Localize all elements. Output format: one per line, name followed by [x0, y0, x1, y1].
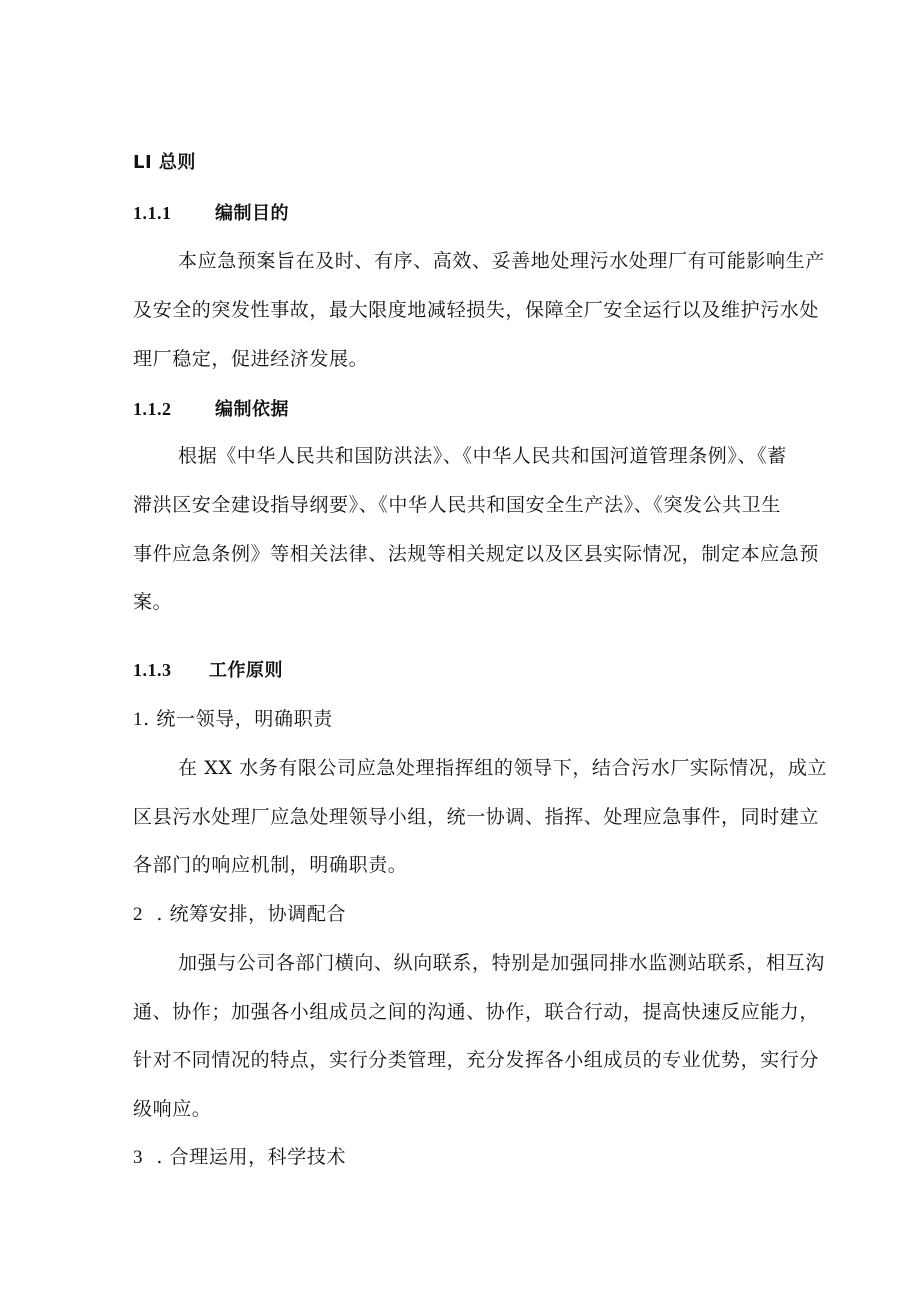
- paragraph-line: 事件应急条例》等相关法律、法规等相关规定以及区县实际情况，制定本应急预: [133, 543, 820, 565]
- list-item-title: . 合理运用，科学技术: [143, 1146, 347, 1168]
- list-item-title: . 统一领导，明确职责: [143, 708, 333, 730]
- list-item-heading: [133, 1144, 346, 1171]
- list-item-number: 3: [133, 1147, 144, 1168]
- section-title: LI 总则: [133, 152, 196, 173]
- list-item-heading: [133, 901, 346, 928]
- subsection-number: 1.1.1: [133, 203, 172, 223]
- paragraph-line: 理厂稳定，促进经济发展。: [133, 348, 369, 370]
- paragraph-line: 区县污水处理厂应急处理领导小组，统一协调、指挥、处理应急事件，同时建立: [133, 806, 820, 828]
- list-item-number: 1: [133, 709, 144, 730]
- subsection-number: 1.1.2: [133, 399, 172, 419]
- subsection-title: 编制依据: [215, 399, 289, 420]
- paragraph-line: 及安全的突发性事故，最大限度地减轻损失，保障全厂安全运行以及维护污水处: [133, 299, 820, 321]
- paragraph-line: 加强与公司各部门横向、纵向联系，特别是加强同排水监测站联系，相互沟: [178, 952, 825, 974]
- subsection-title: 编制目的: [215, 203, 289, 224]
- list-item-number: 2: [133, 904, 144, 925]
- list-item-title: . 统筹安排，协调配合: [143, 903, 347, 925]
- subsection-heading-1-1-3: [133, 657, 283, 684]
- subsection-heading-1-1-2: [133, 396, 289, 423]
- paragraph-line: 在 XX 水务有限公司应急处理指挥组的领导下，结合污水厂实际情况，成立: [178, 757, 828, 779]
- paragraph-line: 本应急预案旨在及时、有序、高效、妥善地处理污水处理厂有可能影响生产: [178, 250, 825, 272]
- paragraph-line: 案。: [133, 591, 173, 613]
- paragraph-line: 根据《中华人民共和国防洪法》、《中华人民共和国河道管理条例》、《蓄: [178, 445, 787, 467]
- paragraph-line: 各部门的响应机制，明确职责。: [133, 854, 408, 876]
- list-item-heading: [133, 706, 333, 733]
- subsection-number: 1.1.3: [133, 660, 172, 680]
- paragraph-line: 滞洪区安全建设指导纲要》、《中华人民共和国安全生产法》、《突发公共卫生: [133, 494, 782, 516]
- subsection-title: 工作原则: [209, 660, 283, 681]
- paragraph-line: 针对不同情况的特点，实行分类管理，充分发挥各小组成员的专业优势，实行分: [133, 1049, 820, 1071]
- paragraph-line: 通、协作；加强各小组成员之间的沟通、协作，联合行动，提高快速反应能力，: [133, 1001, 820, 1023]
- paragraph-line: 级响应。: [133, 1098, 212, 1120]
- subsection-heading-1-1-1: [133, 200, 289, 227]
